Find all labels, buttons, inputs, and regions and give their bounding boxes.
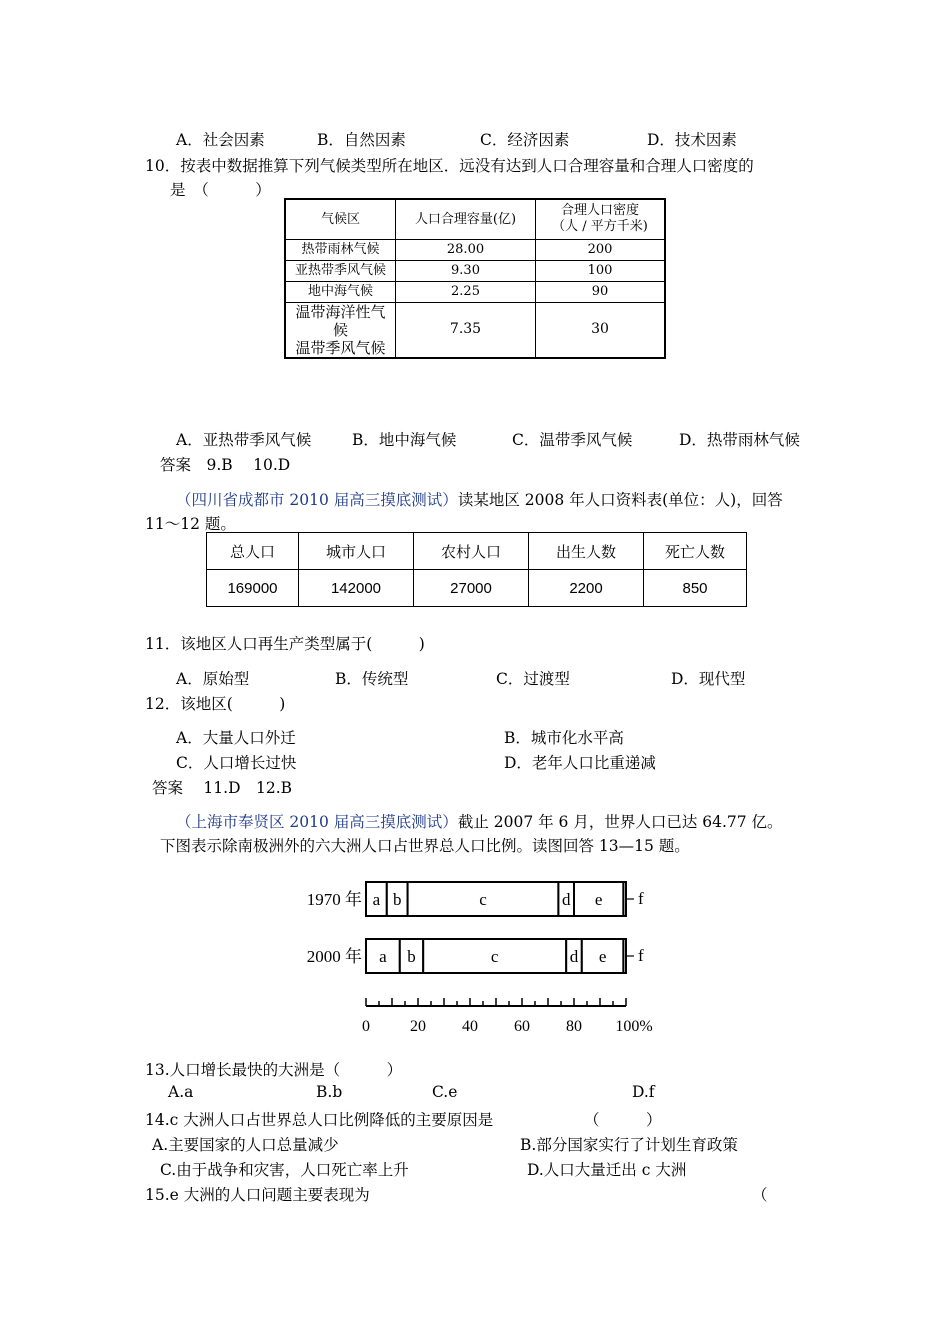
x-tick-label: 100% (615, 1018, 653, 1035)
table-cell: 100 (536, 260, 666, 281)
q11-option-d: D．现代型 (671, 670, 746, 688)
table-row (285, 260, 665, 281)
q11-option-c: C．过渡型 (496, 670, 570, 688)
table-cell: 27000 (414, 570, 529, 607)
q10-option-d: D．热带雨林气候 (679, 431, 800, 449)
table-cell: 142000 (299, 570, 414, 607)
table-cell (285, 302, 396, 358)
table-row (285, 239, 665, 260)
bar-category-label: 2000 年 (306, 947, 362, 966)
q12-option-c: C．人口增长过快 (176, 754, 297, 772)
bar-segment-label: c (490, 947, 499, 966)
x-tick-label: 60 (514, 1018, 530, 1035)
table-cell: 亚热带季风气候 (285, 260, 396, 281)
table-row (285, 302, 665, 358)
bar-segment-label: e (598, 947, 607, 966)
x-tick-label: 80 (566, 1018, 582, 1035)
climate-table-header-density (536, 199, 666, 239)
table-cell: 2.25 (396, 281, 536, 302)
q10-option-c: C．温带季风气候 (512, 431, 633, 449)
q13-option-b: B.b (316, 1083, 343, 1101)
table-header: 死亡人数 (644, 533, 747, 570)
q11-intro-text: 读某地区 2008 年人口资料表(单位：人)，回答 (457, 491, 783, 509)
bar-segment-label: f (638, 889, 644, 908)
bar-segment-label: b (407, 947, 416, 966)
bar-segment-label: e (594, 890, 603, 909)
density-header-line1: 合理人口密度 (560, 203, 639, 219)
q14-paren: （ ） (584, 1111, 662, 1129)
q13-intro-line2: 下图表示除南极洲外的六大洲人口占世界总人口比例。读图回答 13—15 题。 (160, 837, 690, 855)
q13-option-d: D.f (632, 1083, 655, 1101)
q14-stem: 14.c 大洲人口占世界总人口比例降低的主要原因是 (145, 1111, 494, 1129)
table-cell: 地中海气候 (285, 281, 396, 302)
q13-stem: 13.人口增长最快的大洲是（ ） (145, 1061, 403, 1079)
q13-option-c: C.e (432, 1083, 458, 1101)
climate-table-header-capacity: 人口合理容量(亿) (396, 199, 536, 239)
climate-table-header-climate: 气候区 (285, 199, 396, 239)
q15-paren: （ (752, 1186, 768, 1204)
q11-option-b: B．传统型 (335, 670, 409, 688)
population-table (206, 532, 747, 607)
table-row (285, 281, 665, 302)
q13-source: （上海市奉贤区 2010 届高三摸底测试） (176, 813, 458, 831)
table-header: 城市人口 (299, 533, 414, 570)
q14-option-b: B.部分国家实行了计划生育政策 (520, 1136, 738, 1154)
q10-option-b: B．地中海气候 (352, 431, 457, 449)
bar-segment-label: c (479, 890, 487, 909)
table-cell: 850 (644, 570, 747, 607)
table-row (207, 533, 747, 570)
q12-option-d: D．老年人口比重递减 (504, 754, 656, 772)
q12-option-b: B．城市化水平高 (504, 729, 624, 747)
q12-stem: 12．该地区( ) (145, 695, 286, 713)
q10-option-a: A．亚热带季风气候 (176, 431, 312, 449)
table-header: 总人口 (207, 533, 299, 570)
bar-category-label: 1970 年 (306, 890, 362, 909)
q11-stem: 11．该地区人口再生产类型属于( ) (145, 635, 425, 653)
bar-segment-label: f (638, 946, 644, 965)
x-tick-label: 40 (462, 1018, 478, 1035)
continent-population-chart (290, 872, 670, 1040)
bar-segment-f (623, 882, 626, 916)
table-header: 出生人数 (529, 533, 644, 570)
q12-option-a: A．大量人口外迁 (176, 729, 296, 747)
q14-option-c: C.由于战争和灾害，人口死亡率上升 (160, 1161, 409, 1179)
table-row (207, 570, 747, 607)
q10-stem-line2: 是 （ ） (170, 181, 271, 199)
x-tick-label: 20 (410, 1018, 426, 1035)
table-cell: 7.35 (396, 302, 536, 358)
bar-segment-label: a (372, 890, 381, 909)
q11-intro-line2: 11～12 题。 (145, 515, 236, 533)
table-cell: 9.30 (396, 260, 536, 281)
answer-9-10: 答案 9.B 10.D (160, 456, 291, 474)
climate-table (284, 198, 666, 359)
bar-segment-label: d (561, 890, 571, 909)
table-header: 农村人口 (414, 533, 529, 570)
table-cell: 30 (536, 302, 666, 358)
q9-option-b: B．自然因素 (317, 131, 406, 149)
q14-option-d: D.人口大量迁出 c 大洲 (527, 1161, 687, 1179)
q10-stem-line1: 10．按表中数据推算下列气候类型所在地区．远没有达到人口合理容量和合理人口密度的 (145, 157, 754, 175)
climate-line: 温带海洋性气 (295, 302, 386, 321)
q11-intro-line1 (176, 488, 783, 510)
bar-segment-label: b (392, 890, 402, 909)
q9-option-d: D．技术因素 (647, 131, 737, 149)
table-cell: 热带雨林气候 (285, 239, 396, 260)
climate-line: 候 (332, 320, 348, 339)
density-header-line2: （人 / 平方千米) (552, 219, 648, 235)
table-cell: 28.00 (396, 239, 536, 260)
q13-intro-text: 截止 2007 年 6 月，世界人口已达 64.77 亿。 (457, 813, 783, 831)
climate-line: 温带季风气候 (295, 338, 386, 357)
table-cell: 2200 (529, 570, 644, 607)
answer-11-12: 答案 11.D 12.B (152, 779, 293, 797)
table-cell: 200 (536, 239, 666, 260)
table-cell: 169000 (207, 570, 299, 607)
bar-segment-label: d (569, 947, 579, 966)
q9-option-a: A．社会因素 (176, 131, 265, 149)
bar-segment-f (623, 939, 626, 973)
bar-segment-label: a (379, 947, 387, 966)
q14-option-a: A.主要国家的人口总量减少 (152, 1136, 339, 1154)
q13-option-a: A.a (168, 1083, 194, 1101)
q9-option-c: C．经济因素 (480, 131, 570, 149)
q15-stem: 15.e 大洲的人口问题主要表现为 (145, 1186, 370, 1204)
q11-source: （四川省成都市 2010 届高三摸底测试） (176, 491, 458, 509)
q13-intro-line1 (176, 810, 783, 832)
x-tick-label: 0 (362, 1018, 370, 1035)
q11-option-a: A．原始型 (176, 670, 250, 688)
table-cell: 90 (536, 281, 666, 302)
